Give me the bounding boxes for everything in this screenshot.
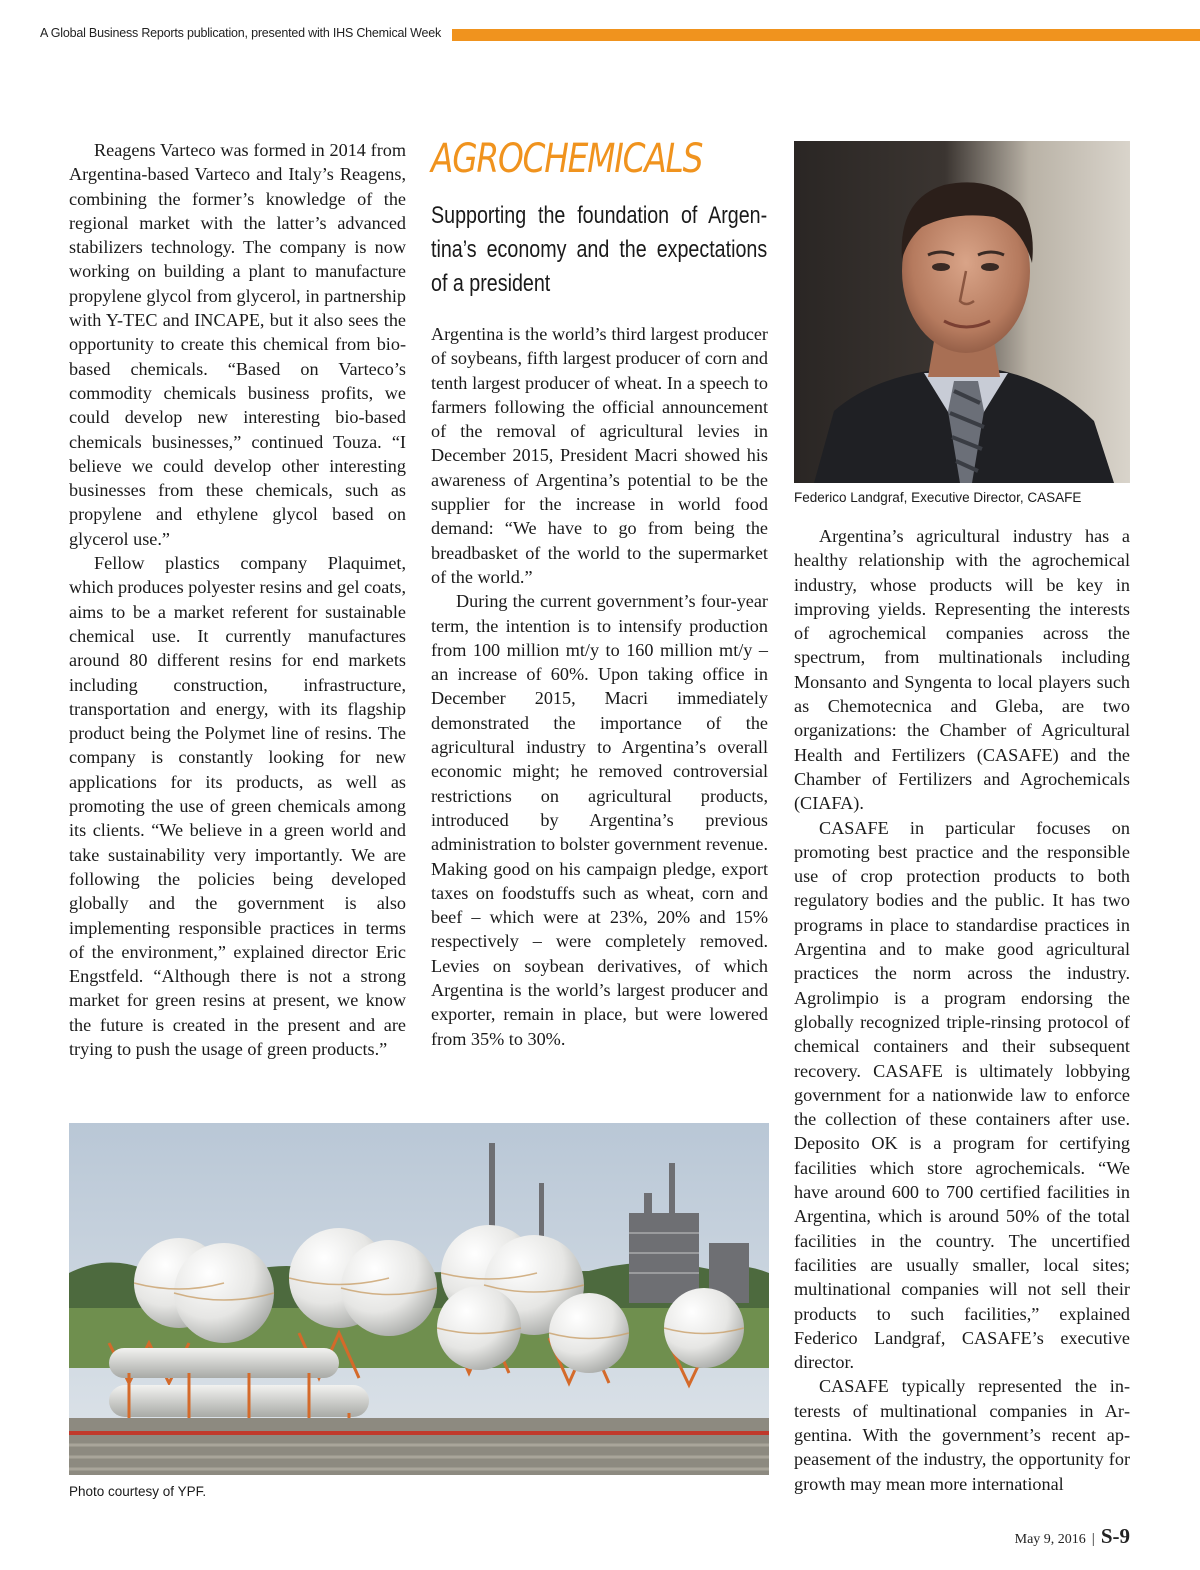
- section-title: AGROCHEMICALS: [431, 136, 703, 182]
- paragraph: Argentina’s agricultural industry has a healthy relationship with the agrochemical industry, whose products will be key in improving yields. Representing the interests of agrochemical companies across the spectrum, from multinationals including Monsanto and Syngenta to local players such as Chemotecnica and Gleba, are two organizations: the Chamber of Agricultural Health and Fertilizers (CASAFE) and the Chamber of Fertilizers and Agrochemicals (CIAFA).: [794, 526, 1130, 814]
- portrait-caption: Federico Landgraf, Executive Director, CASAFE: [794, 490, 1082, 505]
- article-column-2: [431, 322, 768, 1051]
- portrait-photo: [794, 141, 1130, 483]
- paragraph: Reagens Varteco was formed in 2014 from Argentina-based Varteco and Italy’s Reagens, combining the former’s knowledge of the regional market with the latter’s advanced stabilizers technology. The company is now working on building a plant to manufacture propylene glycol from glycerol, in partnership with Y-TEC and INCAPE, but it also sees the opportunity to create this chemical from bio-based chemicals. “Based on Varteco’s commodity chemicals business profits, we could develop new interesting bio-based chemicals businesses,” continued Touza. “I believe we could develop other interesting businesses from these chemicals, such as propylene and ethylene glycol based on glycerol use.”: [69, 140, 406, 549]
- article-column-1: [69, 138, 406, 1061]
- photo-credit: Photo courtesy of YPF.: [69, 1484, 207, 1499]
- header-accent-bar: [452, 29, 1200, 41]
- paragraph: Argentina is the world’s third largest producer of soybeans, fifth largest producer of corn and tenth largest producer of wheat. In a speech to farmers following the official announcement of the removal of agricultural levies in December 2015, President Macri showed his awareness of Argentina’s potential to be the supplier for the increase in world food demand: “We have to go from being the breadbasket of the world to the supermarket of the world.”: [431, 324, 768, 587]
- paragraph: CASAFE in particular focuses on promoting best practice and the responsible use of crop protection products to both regulatory bodies and the public. It has two programs in place to standardise practices in Argentina and to make good agricultural practices the norm across the industry. Agrolimpio is a program endorsing the globally recognized triple-rinsing protocol of chemical containers and their subsequent recovery. CASAFE is ultimately lobbying government for a nationwide law to enforce the collection of these containers after use. Deposito OK is a program for certifying facilities which store agrochemicals. “We have around 600 to 700 certified facilities in Argentina, which is around 50% of the total facilities in the country. The uncertified facilities are usually smaller, local sites; multinational companies will not sell their products to such facilities,” explained Federico Landgraf, CASAFE’s executive director.: [794, 817, 1130, 1373]
- page-footer: [1015, 1524, 1130, 1549]
- paragraph: CASAFE typically represented the interests of multinational companies in Argentina. With the government’s recent appeasement of the industry, the opportunity for growth may mean more international: [794, 1376, 1130, 1494]
- paragraph: Fellow plastics company Plaquimet, which produces polyester resins and gel coats, aims to be a market referent for sustainable chemical use. It currently manufactures around 80 different resins for end markets including construction, infrastructure, transportation and energy, with its flagship product being the Polymet line of resins. The company is constantly looking for new applications for its products, as well as promoting the use of green chemicals among its clients. “We believe in a green world and take sustainability very importantly. We are following the policies being developed globally and the government is also implementing responsible practices in terms of the environment,” explained director Eric Engstfeld. “Although there is not a strong market for green resins at present, we know the future is created in the present and are trying to push the usage of green products.”: [69, 553, 406, 1059]
- footer-separator: |: [1091, 1531, 1095, 1547]
- issue-date: May 9, 2016: [1014, 1532, 1086, 1547]
- publication-line: A Global Business Reports publication, presented with IHS Chemical Week: [40, 26, 442, 40]
- page-number: S-9: [1100, 1524, 1130, 1548]
- plant-photo: [69, 1123, 769, 1475]
- paragraph: During the current government’s four-year term, the intention is to intensify production from 100 million mt/y to 160 million mt/y – an increase of 60%. Upon taking office in December 2015, Macri immediately demonstrated the importance of the agricultural industry to Argentina’s overall economic might; he removed controversial restrictions on agricultural products, introduced by Argentina’s previous administration to bolster government revenue. Making good on his campaign pledge, export taxes on foodstuffs such as wheat, corn and beef – which were at 23%, 20% and 15% respectively – were completely removed. Levies on soybean derivatives, of which Argentina is the world’s largest producer and exporter, remain in place, but were lowered from 35% to 30%.: [431, 591, 768, 1049]
- article-subtitle: Supporting the foundation of Argentina’s economy and the expectations of a president: [431, 202, 768, 297]
- article-column-3: [794, 524, 1130, 1496]
